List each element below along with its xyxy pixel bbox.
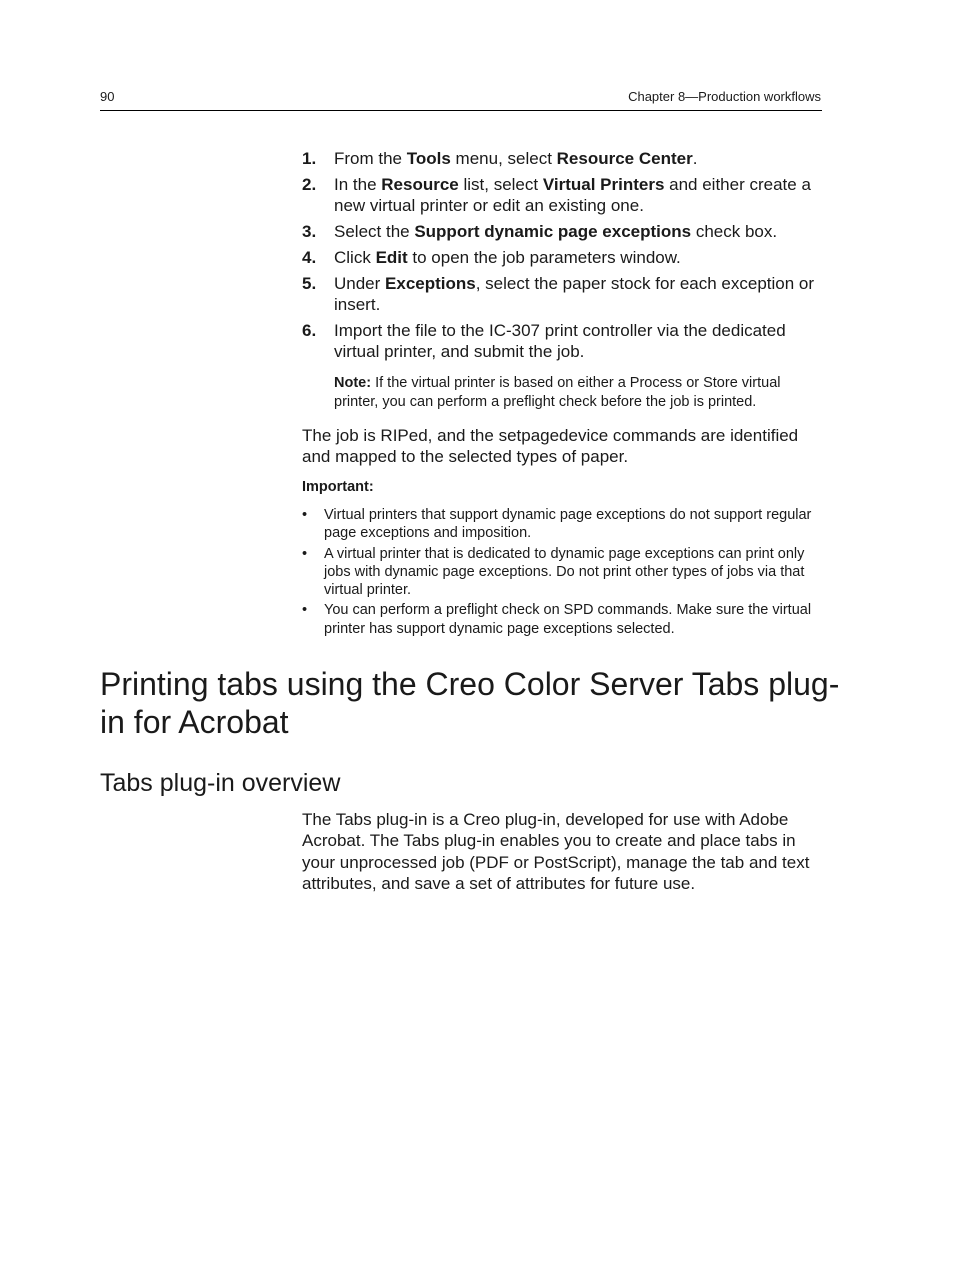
step-text-run: menu, select [450,149,557,168]
step-emphasis: Support dynamic page exceptions [414,222,692,241]
section-title: Printing tabs using the Creo Color Server Tabs plug-in for Acrobat [100,666,840,740]
step-text [334,175,811,215]
step-text-run: . [692,149,698,168]
bullet-item [302,545,824,600]
procedure-steps [302,148,824,362]
note-text: If the virtual printer is based on either a Process or Store virtual printer, you can perform a preflight check before the job is printed. [334,375,781,410]
step-item [302,221,824,242]
step-item [302,320,824,362]
step-text-run: Select the [334,222,415,241]
step-text [334,149,697,168]
bullet-icon: • [302,602,308,619]
bullet-icon: • [302,545,308,562]
main-content [302,148,824,640]
page-header [100,89,822,111]
step-text-run: and either create a new virtual printer or edit an existing one. [334,175,811,215]
step-number: 4. [302,248,317,267]
overview-paragraph: The Tabs plug-in is a Creo plug-in, developed for use with Adobe Acrobat. The Tabs plug-in enables you to create and place tabs in your unprocessed job (PDF or PostScript), manage the tab and text attributes, and save a set of attributes for future use. [302,810,810,893]
step-emphasis: Tools [406,149,451,168]
important-bullets [302,506,824,638]
step-item [302,148,824,169]
note-label: Note: [334,375,372,391]
subsection-title: Tabs plug-in overview [100,769,341,797]
step-number: 5. [302,274,317,293]
step-item [302,174,824,216]
bullet-text: You can perform a preflight check on SPD commands. Make sure the virtual printer has support dynamic page exceptions selected. [324,602,812,637]
step-text [334,222,777,241]
step-text-run: From the [334,149,407,168]
step-text [334,274,814,314]
bullet-item [302,601,824,638]
step-text-run: to open the job parameters window. [407,248,681,267]
step-text-run: In the [334,175,382,194]
bullet-text: Virtual printers that support dynamic page exceptions do not support regular page exceptions and imposition. [324,507,812,542]
step-number: 2. [302,175,317,194]
step-emphasis: Resource [381,175,459,194]
step-emphasis: Exceptions [385,274,476,293]
step-item [302,273,824,315]
chapter-title: Chapter 8—Production workflows [628,89,821,104]
step-item [302,247,824,268]
step-number: 6. [302,321,317,340]
important-label: Important: [302,479,374,495]
step-text-run: Import the file to the IC-307 print controller via the dedicated virtual printer, and submit the job. [334,321,786,361]
page-number: 90 [100,89,115,104]
bullet-text: A virtual printer that is dedicated to dynamic page exceptions can print only jobs with dynamic page exceptions. Do not print other types of jobs via that virtual printer. [324,545,805,599]
step-emphasis: Edit [375,248,408,267]
step-number: 3. [302,222,317,241]
step-text-run: , select the paper stock for each exception or insert. [334,274,815,314]
step-emphasis: Resource Center [556,149,693,168]
ripped-paragraph: The job is RIPed, and the setpagedevice commands are identified and mapped to the selected types of paper. [302,426,799,466]
step-text-run: list, select [458,175,543,194]
step-text-run: check box. [691,222,778,241]
step-text [334,321,786,361]
step-emphasis: Virtual Printers [542,175,665,194]
bullet-item [302,506,824,543]
step-number: 1. [302,149,317,168]
step-text-run: Click [334,248,376,267]
bullet-icon: • [302,507,308,523]
note [334,374,824,411]
step-text-run: Under [334,274,386,293]
step-text [334,248,681,267]
